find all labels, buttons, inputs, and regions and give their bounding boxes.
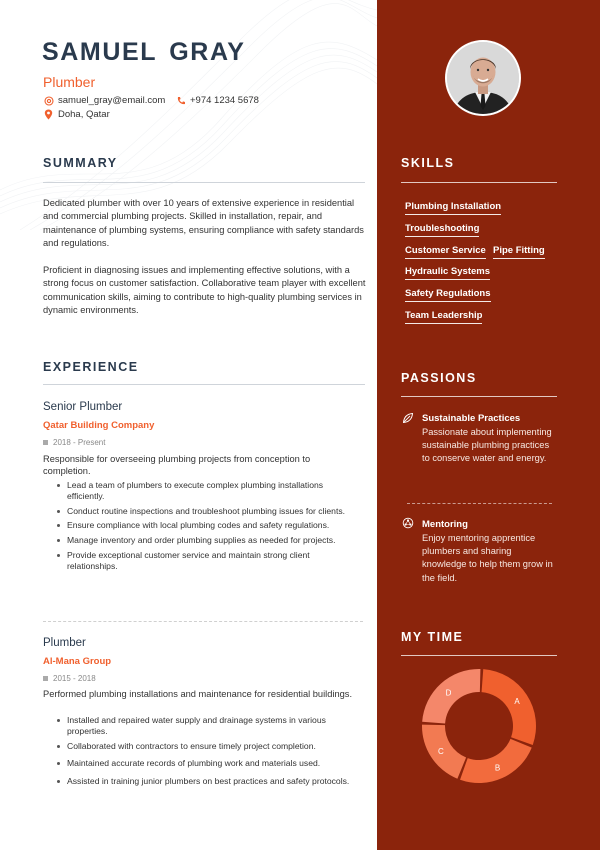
experience-divider: [43, 384, 365, 385]
list-item: Assisted in training junior plumbers on best practices and safety protocols.: [55, 776, 360, 787]
summary-paragraph-1: Dedicated plumber with over 10 years of extensive experience in residential and commercial plumbing projects. Skilled in installation, repair, and maintenance of plumbing systems, ensuring compliance with safety standards and regulations.: [43, 198, 364, 249]
passion-separator: [407, 503, 552, 504]
summary-divider: [43, 182, 365, 183]
phone-icon: [175, 95, 186, 106]
time-donut-chart: [421, 668, 537, 784]
job-1-description: Responsible for overseeing plumbing projects from conception to completion.: [43, 454, 311, 477]
passion-1-title: Sustainable Practices: [422, 413, 521, 424]
list-item: Provide exceptional customer service and maintain strong client relationships.: [55, 550, 360, 572]
list-item: Collaborated with contractors to ensure timely project completion.: [55, 741, 360, 752]
job-2-company: Al-Mana Group: [43, 656, 112, 667]
donut-segment-a: [482, 669, 536, 745]
profile-photo: [445, 40, 521, 116]
list-item: Ensure compliance with local plumbing codes and safety regulations.: [55, 520, 360, 531]
skill-tag: Pipe Fitting: [493, 245, 545, 259]
skill-tag: Team Leadership: [405, 310, 482, 324]
donut-label-c: C: [438, 746, 444, 756]
avatar: [447, 42, 519, 114]
list-item: Installed and repaired water supply and drainage systems in various properties.: [55, 715, 360, 737]
skill-tag: Safety Regulations: [405, 288, 491, 302]
skills-heading: SKILLS: [401, 156, 455, 170]
list-item: Manage inventory and order plumbing supplies as needed for projects.: [55, 535, 360, 546]
summary-heading: SUMMARY: [43, 156, 118, 170]
leaf-icon: [402, 412, 414, 424]
job-1-title: Senior Plumber: [43, 401, 123, 413]
job-2-date-text: 2015 - 2018: [53, 674, 96, 683]
donut-label-d: D: [445, 688, 452, 698]
at-icon: [43, 95, 54, 106]
job-2-title: Plumber: [43, 637, 86, 649]
location-contact: [43, 109, 110, 120]
job-separator: [43, 621, 363, 622]
phone-contact: [175, 95, 259, 106]
network-icon: [402, 517, 414, 529]
location-text: Doha, Qatar: [58, 109, 110, 120]
job-2-bullets: [55, 715, 360, 787]
my-time-divider: [401, 655, 557, 656]
candidate-name: SAMUEL GRAY: [42, 38, 246, 66]
skill-tag: Customer Service: [405, 245, 486, 259]
skill-tag: Plumbing Installation: [405, 201, 501, 215]
experience-heading: EXPERIENCE: [43, 360, 139, 374]
skills-divider: [401, 182, 557, 183]
list-item: Lead a team of plumbers to execute complex plumbing installations efficiently.: [55, 480, 360, 502]
donut-label-a: A: [514, 697, 520, 707]
list-item: Conduct routine inspections and troubleshoot plumbing issues for clients.: [55, 506, 360, 517]
passion-2-title: Mentoring: [422, 519, 468, 530]
calendar-icon: [43, 440, 48, 445]
my-time-heading: MY TIME: [401, 630, 464, 644]
passions-heading: PASSIONS: [401, 371, 477, 385]
email-contact: [43, 95, 165, 106]
job-title: Plumber: [43, 74, 96, 90]
skill-tag: Hydraulic Systems: [405, 266, 490, 280]
job-2-description: Performed plumbing installations and maintenance for residential buildings.: [43, 689, 353, 699]
donut-segment-c: [422, 725, 466, 779]
calendar-icon: [43, 676, 48, 681]
passion-1-description: Passionate about implementing sustainable plumbing practices to conserve water and energy.: [422, 427, 552, 464]
passion-2-description: Enjoy mentoring apprentice plumbers and sharing knowledge to help them grow in the field.: [422, 533, 553, 583]
list-item: Maintained accurate records of plumbing work and materials used.: [55, 758, 360, 769]
job-1-date: [43, 438, 105, 447]
email-text[interactable]: samuel_gray@email.com: [58, 95, 166, 106]
passions-divider: [401, 396, 557, 397]
phone-text: +974 1234 5678: [190, 95, 259, 106]
donut-segment-b: [460, 739, 532, 783]
job-1-bullets: [55, 480, 360, 572]
job-2-date: [43, 674, 96, 683]
skill-tag: Troubleshooting: [405, 223, 479, 237]
job-1-date-text: 2018 - Present: [53, 438, 106, 447]
summary-paragraph-2: Proficient in diagnosing issues and implementing effective solutions, with a strong focus on customer satisfaction. Collaborative team player with excellent communication skills, aiming to contribute to high-quality plumbing services in dynamic environments.: [43, 265, 366, 316]
donut-label-b: B: [494, 763, 501, 773]
map-pin-icon: [43, 109, 54, 120]
job-1-company: Qatar Building Company: [43, 420, 155, 431]
